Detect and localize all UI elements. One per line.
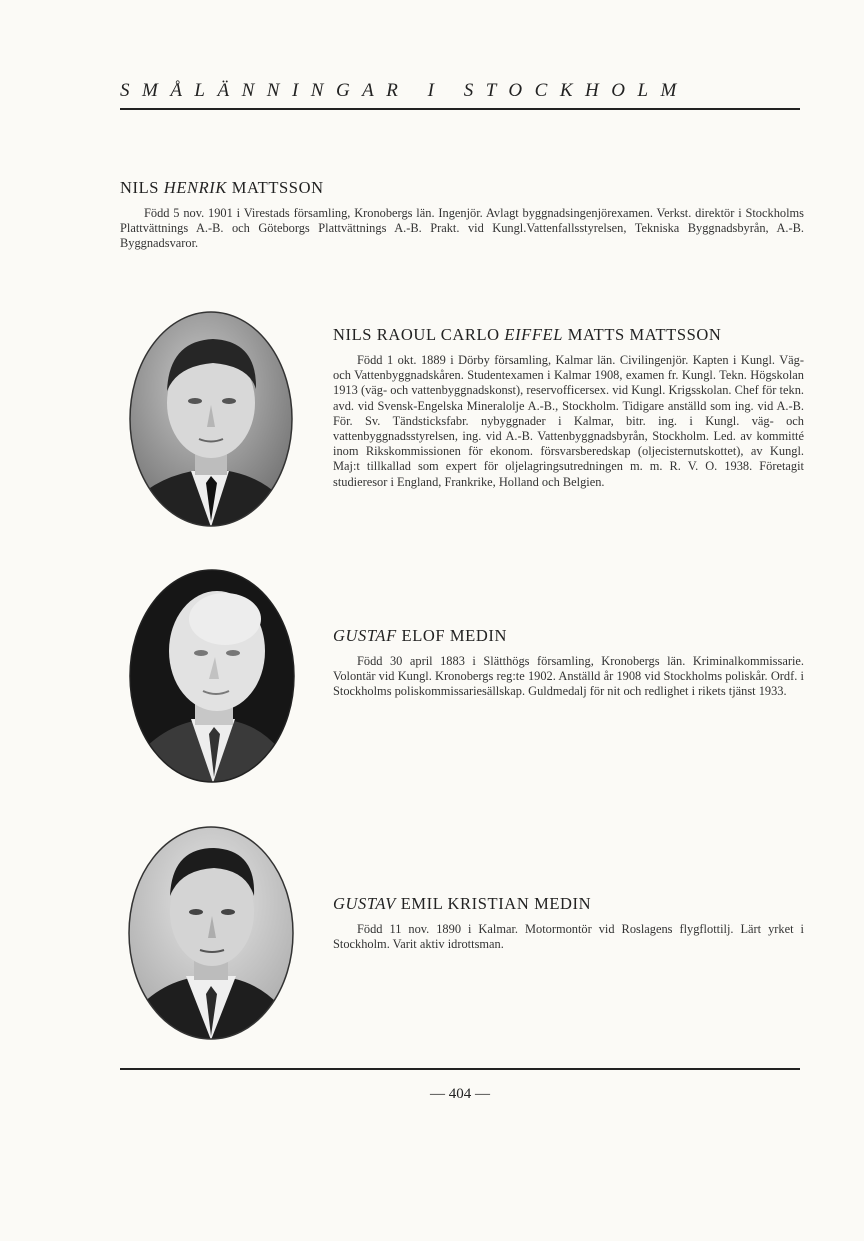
name-part: MATTS MATTSSON bbox=[562, 325, 722, 344]
name-part: NILS RAOUL CARLO bbox=[333, 325, 505, 344]
portrait-photo bbox=[129, 311, 293, 527]
entry-name bbox=[333, 325, 804, 345]
name-part: EMIL KRISTIAN MEDIN bbox=[395, 894, 592, 913]
portrait-photo bbox=[128, 826, 294, 1040]
footer-rule bbox=[120, 1068, 800, 1070]
entry-gustav-emil-medin bbox=[333, 894, 804, 952]
entry-biography: Född 5 nov. 1901 i Virestads församling, Kronobergs län. Ingenjör. Avlagt byggnadsingenjörexamen. Verkst. direktör i Stockholms Plattvättnings A.-B. och Göteborgs Plattvättnings A.-B. Prakt. vid Kungl.Vattenfallsstyrelsen, Tekniska Byggnadsbyrån, A.-B. Byggnadsvaror. bbox=[120, 206, 804, 251]
running-header: SMÅLÄNNINGAR I STOCKHOLM bbox=[120, 80, 689, 101]
entry-name bbox=[120, 178, 804, 198]
entry-name bbox=[333, 894, 804, 914]
entry-biography: Född 11 nov. 1890 i Kalmar. Motormontör vid Roslagens flygflottilj. Lärt yrket i Stockholm. Varit aktiv idrottsman. bbox=[333, 922, 804, 952]
name-italic-part: GUSTAV bbox=[333, 894, 396, 913]
name-part: MATTSSON bbox=[226, 178, 324, 197]
name-part: NILS bbox=[120, 178, 164, 197]
entry-gustaf-elof-medin bbox=[333, 626, 804, 700]
entry-biography: Född 30 april 1883 i Slätthögs församling, Kronobergs län. Kriminalkommissarie. Volontär vid Kungl. Kronobergs reg:te 1902. Anställd år 1908 vid Stockholms poliskår. Ordf. i Stockholms poliskommissariesällskap. Guldmedalj för nit och redlighet i rikets tjänst 1933. bbox=[333, 654, 804, 699]
name-italic-part: GUSTAF bbox=[333, 626, 397, 645]
name-part: ELOF MEDIN bbox=[396, 626, 507, 645]
entry-nils-henrik-mattsson bbox=[120, 178, 804, 252]
entry-biography: Född 1 okt. 1889 i Dörby församling, Kalmar län. Civilingenjör. Kapten i Kungl. Väg- och Vattenbyggnadskåren. Studentexamen i Kalmar 1908, examen fr. Kungl. Tekn. Högskolan 1913 (väg- och vattenbyggnadskonst), reservofficersex. vid Kungl. Krigsskolan. Chef för tekn. avd. vid Svensk-Engelska Mineralolje A.-B., Stockholm. Tidigare anställd som ing. vid A.-B. För. Sv. Tändsticksfabr. nybyggnader i Kalmar, bitr. ing. i Kungl. väg- och vattenbyggnadsstyrelsen, ing. vid A.-B. Vattenbyggnadsbyrån, Stockholm. Led. av kommitté inom Rikskommissionen för ekonom. försvarsberedskap (oljecisternutskottet), av Kungl. Maj:t tillkallad som expert för oljelagringsutredningen m. m. R. V. O. 1938. Företagit studieresor i England, Frankrike, Holland och Belgien. bbox=[333, 353, 804, 489]
page-number: — 404 — bbox=[430, 1086, 490, 1102]
header-rule bbox=[120, 108, 800, 110]
entry-name bbox=[333, 626, 804, 646]
name-italic-part: EIFFEL bbox=[504, 325, 563, 344]
portrait-photo bbox=[129, 569, 295, 783]
entry-nils-raoul-mattsson bbox=[333, 325, 804, 490]
name-italic-part: HENRIK bbox=[163, 178, 227, 197]
